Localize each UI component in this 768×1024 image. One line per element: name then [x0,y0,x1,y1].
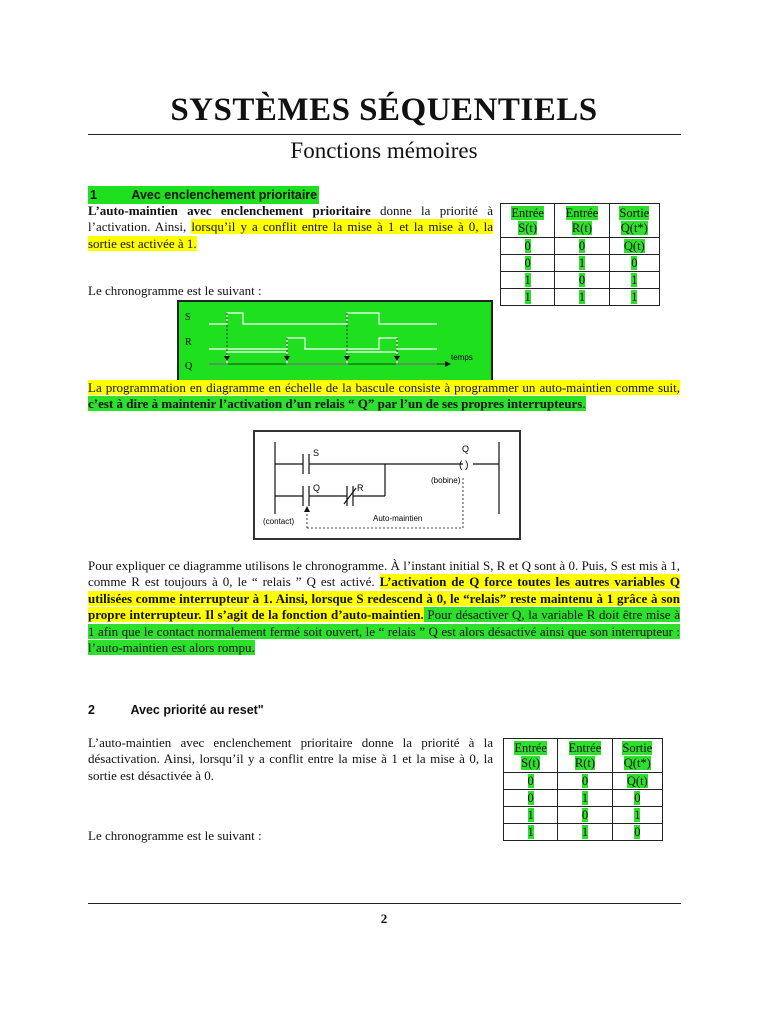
table-row [504,790,663,807]
table-cell: Q(t) [623,238,645,253]
table-row [504,807,663,824]
header-cell: R(t) [574,755,596,770]
label-q: Q [185,361,193,372]
table-cell: 0 [524,238,531,253]
table-cell: 1 [578,255,586,270]
header-cell: Q(t*) [623,755,651,770]
table-cell: 1 [631,272,638,287]
table-cell: Q(t) [626,773,648,788]
table-row [501,255,660,272]
signal-s [209,313,437,324]
truth-table-2 [503,738,663,841]
ladder-svg [255,432,519,538]
table-cell: 1 [527,824,534,839]
table-cell: 1 [524,289,531,304]
section2-title: Avec priorité au reset" [130,703,264,717]
section2-heading [88,703,264,717]
table-cell: 1 [581,824,589,839]
header-cell: Entrée [511,205,544,220]
section2-number: 2 [88,703,95,717]
table-cell: 1 [634,807,641,822]
section1-title: Avec enclenchement prioritaire [131,188,318,202]
table-row [501,272,660,289]
ladder-diagram [253,430,521,540]
table-cell: 1 [631,289,638,304]
header-cell: S(t) [521,755,541,770]
table-cell: 0 [581,773,589,788]
table-cell: 0 [634,824,641,839]
truth-table-1 [500,203,660,306]
table-cell: 0 [631,255,638,270]
table-cell: 1 [524,272,531,287]
contact-label: (contact) [263,517,295,526]
table-row [501,289,660,306]
header-cell: Entrée [514,740,547,755]
intro-bold: L’auto-maintien avec enclenchement prioritaire [88,203,371,218]
label-s: S [185,312,191,323]
coil-symbol: ( ) [459,460,469,471]
table-header-row [504,739,663,773]
expl-part-a: Pour expliquer ce diagramme utilisons le chronogramme. À l’instant initial S, R et Q sont à 0. Puis, S est mis à 1, comme R est toujours à 0, le “ relais ” Q est activé. [88,558,680,590]
table-cell: 1 [581,790,589,805]
coil-q-label: Q [462,444,470,454]
chrono-caption-1: Le chronogramme est le suivant : [88,283,262,298]
table-cell: 0 [524,255,531,270]
expl-part-c: Pour désactiver Q, la variable R doit être mise à 1 afin que le contact normalement fermé soit ouvert, le “ relais ” Q est alors désactivé ainsi que son interrupteur : l’auto-maintien est alors rompu. [88,607,680,656]
section1-number: 1 [90,188,97,202]
explanation-paragraph [88,558,680,656]
header-cell: Sortie [622,740,653,755]
table-cell: 0 [581,807,589,822]
intro-rest: donne la priorité à l’activation. Ainsi, [88,203,493,235]
contact-s-label: S [313,448,320,458]
footer-rule [88,903,681,904]
header-cell: R(t) [571,220,593,235]
section1-intro [88,203,493,252]
table-row [504,824,663,841]
programming-paragraph [88,380,680,413]
section2-intro: L’auto-maintien avec enclenchement prioritaire donne la priorité à la désactivation. Ainsi, lorsqu’il y a conflit entre la mise à 1 et la mise à 0, la sortie est désactivée à 0. [88,735,493,783]
chrono-caption-2: Le chronogramme est le suivant : [88,828,262,843]
chronogram-svg [179,302,491,380]
section1-heading [88,186,319,204]
guide-lines [227,313,397,358]
table-cell: 0 [634,790,641,805]
table-header-row [501,204,660,238]
table-row [501,238,660,255]
title-rule [88,134,681,135]
header-cell: Q(t*) [620,220,648,235]
table-cell: 0 [578,238,586,253]
contact-q-label: Q [313,483,321,493]
signal-q [209,352,437,364]
header-cell: S(t) [518,220,538,235]
temps-label: temps [451,353,473,362]
page-number: 2 [380,911,388,926]
header-cell: Sortie [619,205,650,220]
contact-r-label: R [357,483,364,493]
table-cell: 1 [527,807,534,822]
table-cell: 0 [578,272,586,287]
bobine-label: (bobine) [431,476,461,485]
guide-arrows [224,356,400,361]
prog-part-b: c’est à dire à maintenir l’activation d’un relais “ Q” par l’un de ses propres interrupteurs [88,396,583,412]
prog-part-c: . [582,396,586,412]
expl-part-b: L’activation de Q force toutes les autres variables Q utilisées comme interrupteur à 1. Ainsi, lorsque S redescend à 0, le “relais” reste maintenu à 1 grâce à son propre interrupteur. Il s’agit de la fonction d’auto-maintien. [88,574,681,623]
auto-maintien-arrow [304,506,310,512]
page-subtitle: Fonctions mémoires [290,138,478,163]
signal-r [209,338,437,349]
table-row [504,773,663,790]
page-title: SYSTÈMES SÉQUENTIELS [170,92,598,128]
table-cell: 0 [527,790,534,805]
chronogram [177,300,493,382]
prog-part-a: La programmation en diagramme en échelle de la bascule consiste à programmer un auto-maintien comme suit, [88,380,680,395]
auto-maintien-label: Auto-maintien [373,514,423,523]
intro-highlight: lorsqu’il y a conflit entre la mise à 1 et la mise à 0, la sortie est activée à 1. [88,219,493,251]
label-r: R [185,337,192,348]
header-cell: Entrée [568,740,602,755]
table-cell: 1 [578,289,586,304]
table-cell: 0 [527,773,534,788]
rung-2 [275,464,385,506]
header-cell: Entrée [565,205,599,220]
